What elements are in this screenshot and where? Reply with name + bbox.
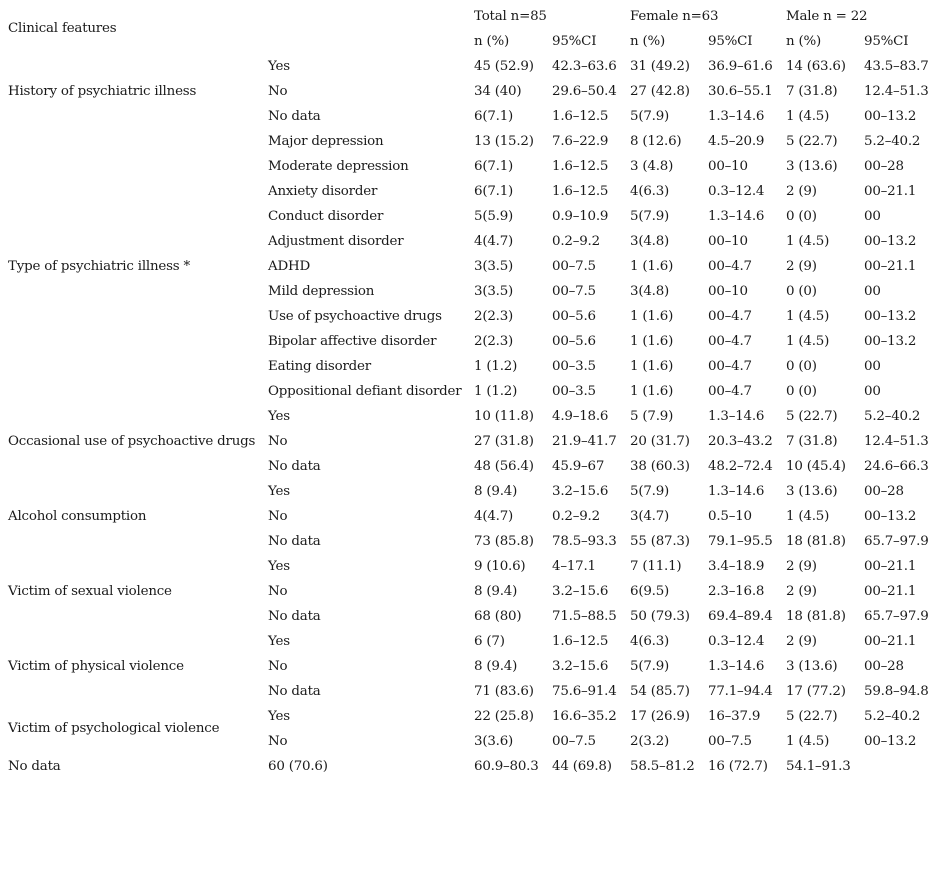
row-label: Anxiety disorder	[268, 184, 378, 199]
cell-total-ci: 45.9–67	[552, 459, 605, 474]
cell-female-n: 38 (60.3)	[630, 459, 690, 474]
cell-total-n: 4(4.7)	[474, 234, 514, 249]
header-sub-n-female: n (%)	[630, 34, 666, 49]
cell-total-n: 4(4.7)	[474, 509, 514, 524]
cell-total-n: 3(3.5)	[474, 284, 514, 299]
cell-female-n: 3 (4.8)	[630, 159, 674, 174]
header-sub-ci-total: 95%CI	[552, 34, 597, 49]
cell-male-ci: 65.7–97.9	[864, 534, 929, 549]
category-sexual-violence: Victim of sexual violence	[8, 584, 172, 599]
last-row-total-ci: 60.9–80.3	[474, 759, 539, 774]
cell-female-n: 1 (1.6)	[630, 259, 674, 274]
cell-total-ci: 1.6–12.5	[552, 109, 609, 124]
row-label: Yes	[268, 484, 290, 499]
cell-male-n: 1 (4.5)	[786, 234, 830, 249]
cell-male-n: 1 (4.5)	[786, 509, 830, 524]
cell-total-ci: 29.6–50.4	[552, 84, 617, 99]
cell-male-n: 7 (31.8)	[786, 84, 838, 99]
cell-male-ci: 00–13.2	[864, 509, 917, 524]
cell-male-ci: 00–13.2	[864, 109, 917, 124]
cell-total-n: 13 (15.2)	[474, 134, 534, 149]
category-history-psychiatric-illness: History of psychiatric illness	[8, 84, 197, 99]
cell-total-ci: 00–3.5	[552, 384, 596, 399]
cell-male-n: 0 (0)	[786, 209, 817, 224]
row-label: No data	[268, 459, 321, 474]
cell-female-ci: 48.2–72.4	[708, 459, 773, 474]
cell-male-ci: 00	[864, 284, 881, 299]
cell-male-n: 5 (22.7)	[786, 134, 838, 149]
cell-total-n: 8 (9.4)	[474, 584, 518, 599]
cell-total-ci: 78.5–93.3	[552, 534, 617, 549]
cell-male-ci: 00–21.1	[864, 634, 917, 649]
cell-total-ci: 00–5.6	[552, 309, 596, 324]
cell-female-n: 5 (7.9)	[630, 409, 674, 424]
cell-male-n: 17 (77.2)	[786, 684, 846, 699]
row-label: Yes	[268, 709, 290, 724]
cell-male-ci: 00	[864, 359, 881, 374]
row-label: No data	[268, 684, 321, 699]
cell-total-ci: 4.9–18.6	[552, 409, 609, 424]
cell-male-n: 0 (0)	[786, 384, 817, 399]
header-sub-n-total: n (%)	[474, 34, 510, 49]
cell-total-n: 10 (11.8)	[474, 409, 534, 424]
cell-total-ci: 4–17.1	[552, 559, 596, 574]
row-label: No	[268, 84, 288, 99]
cell-male-ci: 12.4–51.3	[864, 434, 929, 449]
cell-female-ci: 2.3–16.8	[708, 584, 765, 599]
last-row-male-n: 16 (72.7)	[708, 759, 768, 774]
header-sub-n-male: n (%)	[786, 34, 822, 49]
cell-male-n: 2 (9)	[786, 634, 817, 649]
row-label: No	[268, 659, 288, 674]
row-label: No	[268, 584, 288, 599]
row-label: Yes	[268, 634, 290, 649]
cell-female-n: 5(7.9)	[630, 659, 670, 674]
cell-female-ci: 00–4.7	[708, 359, 752, 374]
cell-female-ci: 00–4.7	[708, 384, 752, 399]
cell-total-ci: 1.6–12.5	[552, 159, 609, 174]
cell-female-ci: 36.9–61.6	[708, 59, 773, 74]
cell-male-ci: 59.8–94.8	[864, 684, 929, 699]
row-label: Mild depression	[268, 284, 375, 299]
row-label: Major depression	[268, 134, 384, 149]
cell-female-n: 5(7.9)	[630, 484, 670, 499]
cell-total-ci: 16.6–35.2	[552, 709, 617, 724]
cell-male-n: 14 (63.6)	[786, 59, 846, 74]
cell-female-n: 4(6.3)	[630, 634, 670, 649]
cell-female-n: 17 (26.9)	[630, 709, 690, 724]
cell-male-ci: 43.5–83.7	[864, 59, 929, 74]
cell-male-n: 2 (9)	[786, 559, 817, 574]
cell-total-ci: 0.9–10.9	[552, 209, 609, 224]
cell-total-n: 5(5.9)	[474, 209, 514, 224]
cell-female-n: 3(4.8)	[630, 284, 670, 299]
cell-male-ci: 5.2–40.2	[864, 709, 921, 724]
cell-female-ci: 1.3–14.6	[708, 109, 765, 124]
last-row-total-n: 60 (70.6)	[268, 759, 328, 774]
cell-male-ci: 00–28	[864, 484, 904, 499]
cell-male-ci: 5.2–40.2	[864, 134, 921, 149]
cell-male-ci: 00–13.2	[864, 734, 917, 749]
cell-total-n: 6(7.1)	[474, 159, 514, 174]
header-group-female: Female n=63	[630, 9, 719, 24]
cell-total-ci: 00–7.5	[552, 284, 596, 299]
cell-total-ci: 00–7.5	[552, 259, 596, 274]
cell-male-n: 2 (9)	[786, 259, 817, 274]
cell-female-ci: 00–4.7	[708, 334, 752, 349]
category-occasional-psychoactive-drugs: Occasional use of psychoactive drugs	[8, 434, 256, 449]
cell-male-n: 1 (4.5)	[786, 309, 830, 324]
cell-female-ci: 00–4.7	[708, 259, 752, 274]
row-label: Oppositional defiant disorder	[268, 384, 462, 399]
category-alcohol-consumption: Alcohol consumption	[8, 509, 147, 524]
row-label: Bipolar affective disorder	[268, 334, 437, 349]
cell-female-n: 4(6.3)	[630, 184, 670, 199]
cell-female-n: 1 (1.6)	[630, 359, 674, 374]
cell-male-ci: 00–21.1	[864, 584, 917, 599]
row-label: Yes	[268, 409, 290, 424]
category-psychological-violence: Victim of psychological violence	[8, 721, 220, 736]
cell-total-n: 6 (7)	[474, 634, 505, 649]
cell-total-n: 68 (80)	[474, 609, 522, 624]
cell-female-n: 3(4.8)	[630, 234, 670, 249]
last-row-female-ci: 58.5–81.2	[630, 759, 695, 774]
cell-female-ci: 30.6–55.1	[708, 84, 773, 99]
row-label: Use of psychoactive drugs	[268, 309, 442, 324]
cell-total-ci: 21.9–41.7	[552, 434, 617, 449]
category-physical-violence: Victim of physical violence	[8, 659, 184, 674]
cell-female-n: 54 (85.7)	[630, 684, 690, 699]
cell-male-n: 5 (22.7)	[786, 709, 838, 724]
cell-female-ci: 77.1–94.4	[708, 684, 773, 699]
cell-total-ci: 0.2–9.2	[552, 234, 600, 249]
cell-male-ci: 00	[864, 209, 881, 224]
cell-female-n: 2(3.2)	[630, 734, 670, 749]
cell-total-ci: 1.6–12.5	[552, 184, 609, 199]
cell-female-n: 5(7.9)	[630, 209, 670, 224]
cell-total-n: 3(3.6)	[474, 734, 514, 749]
cell-female-n: 5(7.9)	[630, 109, 670, 124]
cell-male-n: 2 (9)	[786, 184, 817, 199]
cell-female-n: 1 (1.6)	[630, 309, 674, 324]
cell-male-n: 18 (81.8)	[786, 534, 846, 549]
cell-total-n: 22 (25.8)	[474, 709, 534, 724]
cell-male-n: 1 (4.5)	[786, 334, 830, 349]
last-row-male-ci: 54.1–91.3	[786, 759, 851, 774]
cell-female-ci: 79.1–95.5	[708, 534, 773, 549]
cell-female-n: 55 (87.3)	[630, 534, 690, 549]
cell-male-n: 7 (31.8)	[786, 434, 838, 449]
cell-total-n: 71 (83.6)	[474, 684, 534, 699]
cell-female-ci: 1.3–14.6	[708, 659, 765, 674]
cell-total-n: 1 (1.2)	[474, 359, 518, 374]
row-label: ADHD	[268, 259, 311, 274]
cell-male-n: 0 (0)	[786, 359, 817, 374]
row-label: No	[268, 509, 288, 524]
last-row-label: No data	[8, 759, 61, 774]
header-clinical-features: Clinical features	[8, 21, 117, 36]
cell-total-ci: 3.2–15.6	[552, 659, 609, 674]
cell-female-ci: 00–10	[708, 159, 748, 174]
cell-female-n: 20 (31.7)	[630, 434, 690, 449]
header-group-male: Male n = 22	[786, 9, 868, 24]
header-group-total: Total n=85	[474, 9, 547, 24]
cell-male-n: 18 (81.8)	[786, 609, 846, 624]
cell-male-n: 10 (45.4)	[786, 459, 846, 474]
cell-female-n: 27 (42.8)	[630, 84, 690, 99]
cell-female-ci: 3.4–18.9	[708, 559, 765, 574]
cell-female-ci: 0.3–12.4	[708, 634, 765, 649]
cell-male-n: 1 (4.5)	[786, 109, 830, 124]
cell-female-ci: 1.3–14.6	[708, 209, 765, 224]
cell-female-n: 7 (11.1)	[630, 559, 682, 574]
row-label: Adjustment disorder	[268, 234, 404, 249]
cell-male-ci: 00–21.1	[864, 184, 917, 199]
cell-total-ci: 7.6–22.9	[552, 134, 609, 149]
cell-male-ci: 00–21.1	[864, 259, 917, 274]
cell-total-n: 48 (56.4)	[474, 459, 534, 474]
cell-male-ci: 00–13.2	[864, 334, 917, 349]
cell-female-ci: 4.5–20.9	[708, 134, 765, 149]
cell-total-n: 73 (85.8)	[474, 534, 534, 549]
cell-female-n: 6(9.5)	[630, 584, 670, 599]
cell-female-ci: 00–4.7	[708, 309, 752, 324]
cell-female-ci: 00–7.5	[708, 734, 752, 749]
cell-female-n: 3(4.7)	[630, 509, 670, 524]
cell-female-ci: 0.3–12.4	[708, 184, 765, 199]
cell-male-n: 3 (13.6)	[786, 484, 838, 499]
row-label: Yes	[268, 559, 290, 574]
cell-male-n: 1 (4.5)	[786, 734, 830, 749]
cell-female-ci: 00–10	[708, 284, 748, 299]
header-sub-ci-male: 95%CI	[864, 34, 909, 49]
last-row-female-n: 44 (69.8)	[552, 759, 612, 774]
cell-female-ci: 20.3–43.2	[708, 434, 773, 449]
cell-total-n: 6(7.1)	[474, 109, 514, 124]
cell-male-ci: 65.7–97.9	[864, 609, 929, 624]
cell-total-ci: 71.5–88.5	[552, 609, 617, 624]
cell-male-ci: 00–28	[864, 159, 904, 174]
cell-total-ci: 3.2–15.6	[552, 484, 609, 499]
row-label: No	[268, 734, 288, 749]
cell-female-ci: 1.3–14.6	[708, 484, 765, 499]
cell-total-n: 34 (40)	[474, 84, 522, 99]
cell-female-n: 1 (1.6)	[630, 334, 674, 349]
row-label: No data	[268, 109, 321, 124]
cell-total-n: 27 (31.8)	[474, 434, 534, 449]
cell-male-ci: 00–13.2	[864, 234, 917, 249]
cell-male-ci: 24.6–66.3	[864, 459, 929, 474]
cell-male-ci: 00–28	[864, 659, 904, 674]
cell-total-ci: 0.2–9.2	[552, 509, 600, 524]
row-label: No	[268, 434, 288, 449]
cell-total-ci: 75.6–91.4	[552, 684, 617, 699]
cell-total-n: 8 (9.4)	[474, 659, 518, 674]
cell-total-n: 3(3.5)	[474, 259, 514, 274]
row-label: No data	[268, 609, 321, 624]
header-sub-ci-female: 95%CI	[708, 34, 753, 49]
cell-male-ci: 00–13.2	[864, 309, 917, 324]
row-label: Eating disorder	[268, 359, 371, 374]
cell-female-n: 8 (12.6)	[630, 134, 682, 149]
cell-male-n: 0 (0)	[786, 284, 817, 299]
cell-total-n: 6(7.1)	[474, 184, 514, 199]
cell-male-ci: 00	[864, 384, 881, 399]
cell-total-n: 8 (9.4)	[474, 484, 518, 499]
cell-female-ci: 00–10	[708, 234, 748, 249]
cell-male-ci: 5.2–40.2	[864, 409, 921, 424]
cell-total-ci: 3.2–15.6	[552, 584, 609, 599]
cell-female-n: 31 (49.2)	[630, 59, 690, 74]
cell-female-ci: 0.5–10	[708, 509, 752, 524]
cell-total-ci: 00–7.5	[552, 734, 596, 749]
cell-female-n: 1 (1.6)	[630, 384, 674, 399]
cell-male-ci: 12.4–51.3	[864, 84, 929, 99]
cell-male-n: 3 (13.6)	[786, 659, 838, 674]
cell-male-n: 5 (22.7)	[786, 409, 838, 424]
cell-total-n: 2(2.3)	[474, 309, 514, 324]
row-label: Conduct disorder	[268, 209, 384, 224]
cell-female-n: 50 (79.3)	[630, 609, 690, 624]
category-type-psychiatric-illness: Type of psychiatric illness *	[8, 259, 191, 274]
cell-female-ci: 1.3–14.6	[708, 409, 765, 424]
cell-female-ci: 16–37.9	[708, 709, 761, 724]
cell-total-ci: 42.3–63.6	[552, 59, 617, 74]
row-label: No data	[268, 534, 321, 549]
cell-total-n: 9 (10.6)	[474, 559, 526, 574]
cell-total-ci: 00–3.5	[552, 359, 596, 374]
row-label: Moderate depression	[268, 159, 409, 174]
cell-male-n: 2 (9)	[786, 584, 817, 599]
cell-total-n: 2(2.3)	[474, 334, 514, 349]
cell-female-ci: 69.4–89.4	[708, 609, 773, 624]
cell-total-n: 1 (1.2)	[474, 384, 518, 399]
cell-total-n: 45 (52.9)	[474, 59, 534, 74]
cell-male-ci: 00–21.1	[864, 559, 917, 574]
row-label: Yes	[268, 59, 290, 74]
cell-total-ci: 00–5.6	[552, 334, 596, 349]
cell-total-ci: 1.6–12.5	[552, 634, 609, 649]
cell-male-n: 3 (13.6)	[786, 159, 838, 174]
